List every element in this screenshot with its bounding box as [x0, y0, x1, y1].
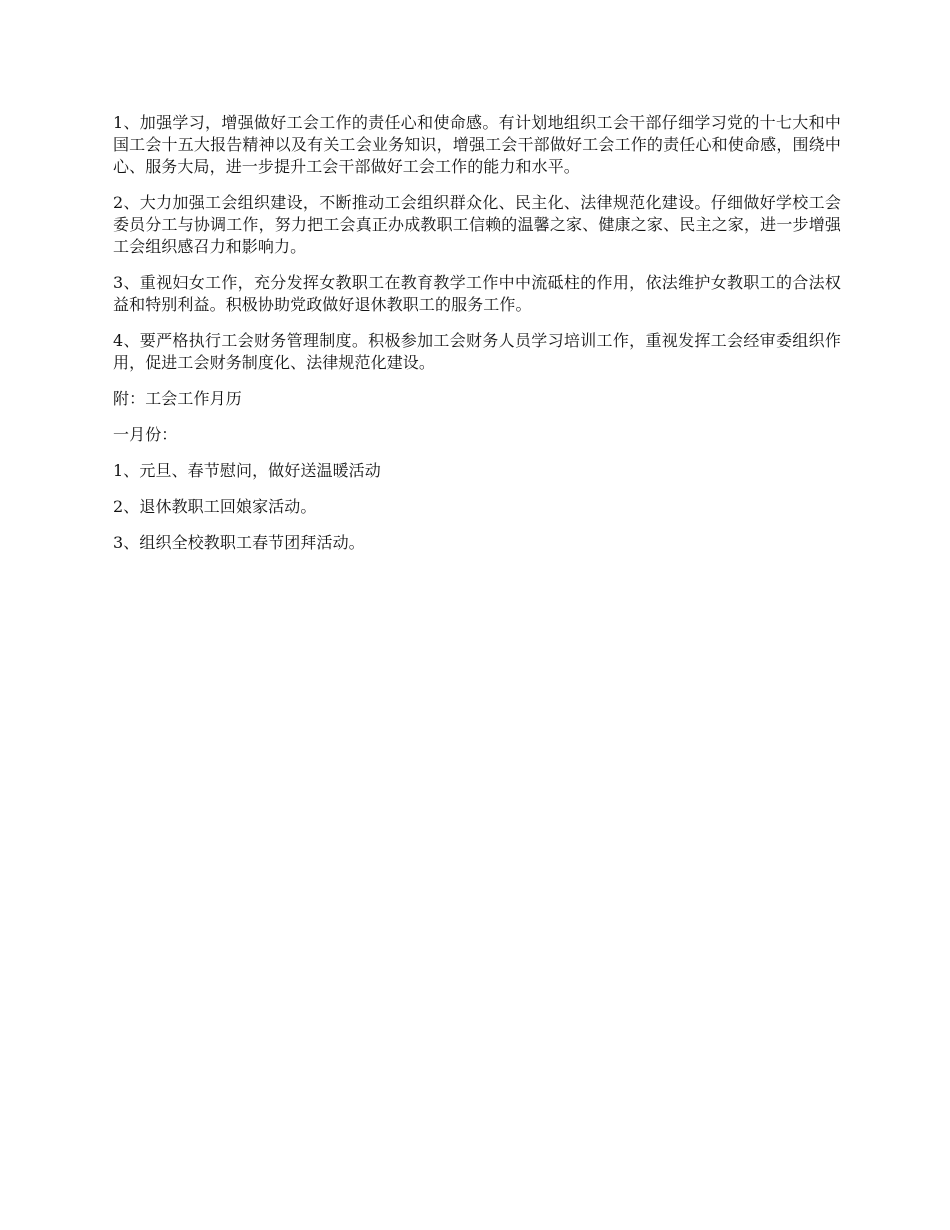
paragraph-3: 3、重视妇女工作，充分发挥女教职工在教育教学工作中中流砥柱的作用，依法维护女教职工的合法权益和特别利益。积极协助党政做好退休教职工的服务工作。: [113, 273, 841, 314]
paragraph-2: 2、大力加强工会组织建设，不断推动工会组织群众化、民主化、法律规范化建设。仔细做好学校工会委员分工与协调工作，努力把工会真正办成教职工信赖的温馨之家、健康之家、民主之家，进一步增强工会组织感召力和影响力。: [113, 193, 841, 256]
appendix-title: 附：工会工作月历: [113, 389, 242, 408]
document-body: [113, 112, 841, 568]
month-item-1: 1、元旦、春节慰问，做好送温暖活动: [113, 461, 381, 480]
month-item-3: 3、组织全校教职工春节团拜活动。: [113, 533, 365, 552]
month-item-2: 2、退休教职工回娘家活动。: [113, 497, 317, 516]
paragraph-1: 1、加强学习，增强做好工会工作的责任心和使命感。有计划地组织工会干部仔细学习党的十七大和中国工会十五大报告精神以及有关工会业务知识，增强工会干部做好工会工作的责任心和使命感，围绕中心、服务大局，进一步提升工会干部做好工会工作的能力和水平。: [113, 113, 841, 176]
month-title: 一月份：: [113, 425, 178, 444]
paragraph-4: 4、要严格执行工会财务管理制度。积极参加工会财务人员学习培训工作，重视发挥工会经审委组织作用，促进工会财务制度化、法律规范化建设。: [113, 331, 841, 372]
